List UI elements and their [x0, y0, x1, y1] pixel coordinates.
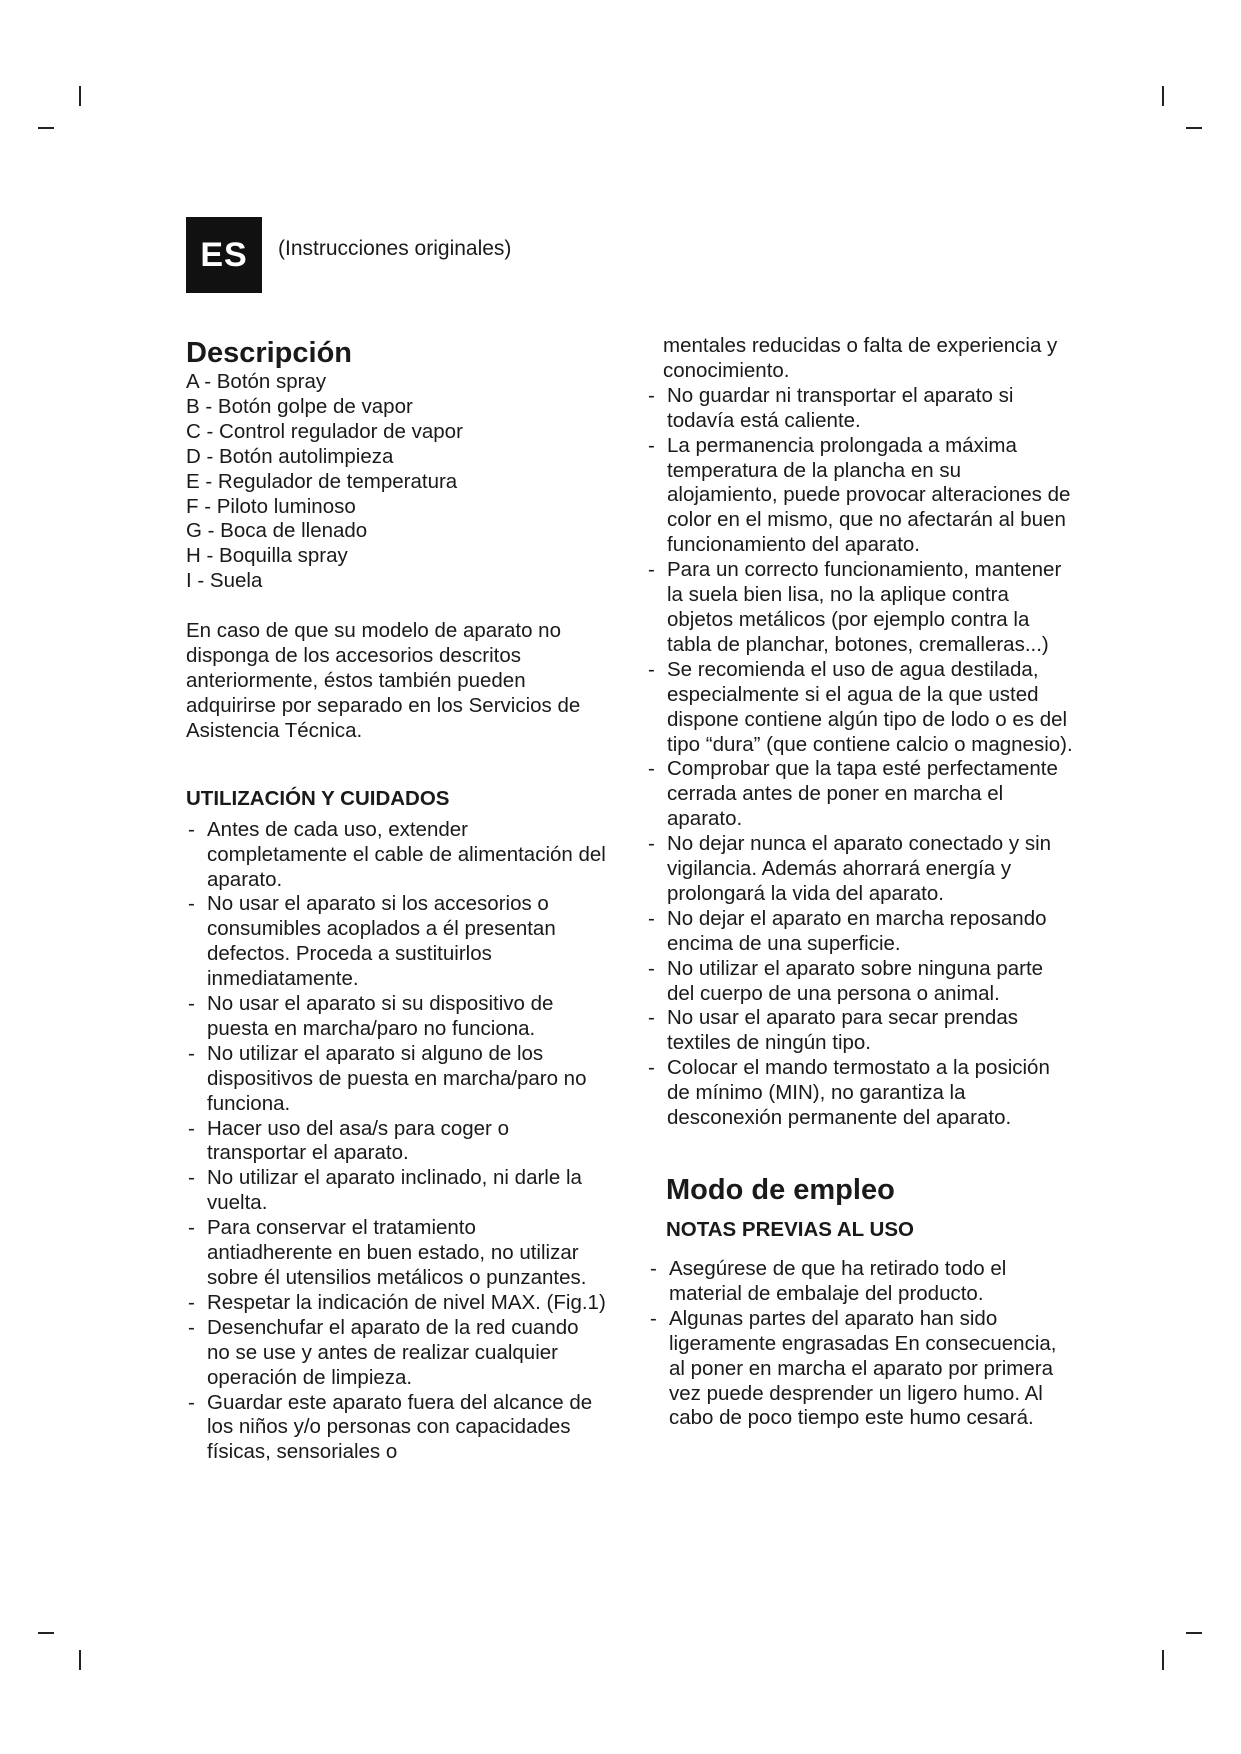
description-item: D - Botón autolimpieza [186, 444, 394, 468]
prior-notes-list [648, 1257, 1076, 1431]
description-heading: Descripción [186, 337, 352, 369]
usage-list-continued [646, 384, 1076, 1131]
usage-item: - La permanencia prolongada a máxima temperatura de la plancha en su alojamiento, puede provocar alteraciones de color en el mismo, que no afectarán al buen funcionamiento del aparato. [646, 434, 1076, 559]
crop-mark-top-right-v [1162, 86, 1164, 106]
usage-item: - Para conservar el tratamiento antiadherente en buen estado, no utilizar sobre él utensilios metálicos o punzantes. [186, 1216, 606, 1291]
usage-item: - No usar el aparato para secar prendas textiles de ningún tipo. [646, 1006, 1076, 1056]
usage-item: - Hacer uso del asa/s para coger o transportar el aparato. [186, 1117, 606, 1167]
usage-item: - Desenchufar el aparato de la red cuando no se use y antes de realizar cualquier operación de limpieza. [186, 1316, 606, 1391]
crop-mark-top-left-h [38, 127, 54, 129]
usage-item: - No usar el aparato si los accesorios o consumibles acoplados a él presentan defectos. Proceda a sustituirlos inmediatamente. [186, 892, 606, 992]
usage-list [186, 818, 606, 1466]
original-instructions-note: (Instrucciones originales) [278, 237, 512, 260]
description-item: I - Suela [186, 569, 263, 593]
mode-of-use-heading: Modo de empleo [666, 1174, 895, 1206]
description-item: C - Control regulador de vapor [186, 419, 463, 443]
usage-item: - No utilizar el aparato sobre ninguna parte del cuerpo de una persona o animal. [646, 957, 1076, 1007]
usage-item: - No utilizar el aparato inclinado, ni darle la vuelta. [186, 1166, 606, 1216]
crop-mark-bottom-left-v [79, 1650, 81, 1670]
usage-item: - Guardar este aparato fuera del alcance de los niños y/o personas con capacidades físicas, sensoriales o [186, 1391, 606, 1466]
crop-mark-bottom-right-v [1162, 1650, 1164, 1670]
description-item: A - Botón spray [186, 370, 327, 393]
description-list [186, 370, 606, 594]
crop-mark-bottom-right-h [1186, 1632, 1202, 1634]
usage-item: - Antes de cada uso, extender completamente el cable de alimentación del aparato. [186, 818, 606, 893]
usage-item: - No utilizar el aparato si alguno de los dispositivos de puesta en marcha/paro no funciona. [186, 1042, 606, 1117]
crop-mark-bottom-left-h [38, 1632, 54, 1634]
description-item: F - Piloto luminoso [186, 494, 356, 518]
usage-item: - No guardar ni transportar el aparato si todavía está caliente. [646, 384, 1076, 434]
right-column [646, 334, 1076, 1431]
accessories-note: En caso de que su modelo de aparato no disponga de los accesorios descritos anteriormente, éstos también pueden adquirirse por separado en los Servicios de Asistencia Técnica. [186, 619, 581, 742]
usage-item: - Se recomienda el uso de agua destilada, especialmente si el agua de la que usted dispone contiene algún tipo de lodo o es del tipo “dura” (que contiene calcio o magnesio). [646, 658, 1076, 758]
crop-mark-top-left-v [79, 86, 81, 106]
usage-item: - Comprobar que la tapa esté perfectamente cerrada antes de poner en marcha el aparato. [646, 757, 1076, 832]
usage-heading: UTILIZACIÓN Y CUIDADOS [186, 786, 450, 810]
usage-continuation: mentales reducidas o falta de experiencia y conocimiento. [663, 334, 1058, 382]
description-item: G - Boca de llenado [186, 519, 368, 543]
description-item: E - Regulador de temperatura [186, 469, 458, 493]
usage-item: - No usar el aparato si su dispositivo de puesta en marcha/paro no funciona. [186, 992, 606, 1042]
left-column [186, 336, 606, 1465]
description-item: B - Botón golpe de vapor [186, 394, 413, 418]
prior-note-item: - Asegúrese de que ha retirado todo el material de embalaje del producto. [648, 1257, 1076, 1307]
description-item: H - Boquilla spray [186, 544, 348, 568]
usage-item: - No dejar nunca el aparato conectado y sin vigilancia. Además ahorrará energía y prolongará la vida del aparato. [646, 832, 1076, 907]
crop-mark-top-right-h [1186, 127, 1202, 129]
usage-item: - Colocar el mando termostato a la posición de mínimo (MIN), no garantiza la desconexión permanente del aparato. [646, 1056, 1076, 1131]
language-badge: ES [186, 217, 262, 293]
usage-item: - Para un correcto funcionamiento, mantener la suela bien lisa, no la aplique contra objetos metálicos (por ejemplo contra la tabla de planchar, botones, cremalleras...) [646, 558, 1076, 658]
prior-note-item: - Algunas partes del aparato han sido ligeramente engrasadas En consecuencia, al poner en marcha el aparato por primera vez puede desprender un ligero humo. Al cabo de poco tiempo este humo cesará. [648, 1307, 1076, 1432]
usage-item: - No dejar el aparato en marcha reposando encima de una superficie. [646, 907, 1076, 957]
usage-item: - Respetar la indicación de nivel MAX. (Fig.1) [186, 1291, 606, 1316]
prior-notes-heading: NOTAS PREVIAS AL USO [666, 1218, 914, 1241]
